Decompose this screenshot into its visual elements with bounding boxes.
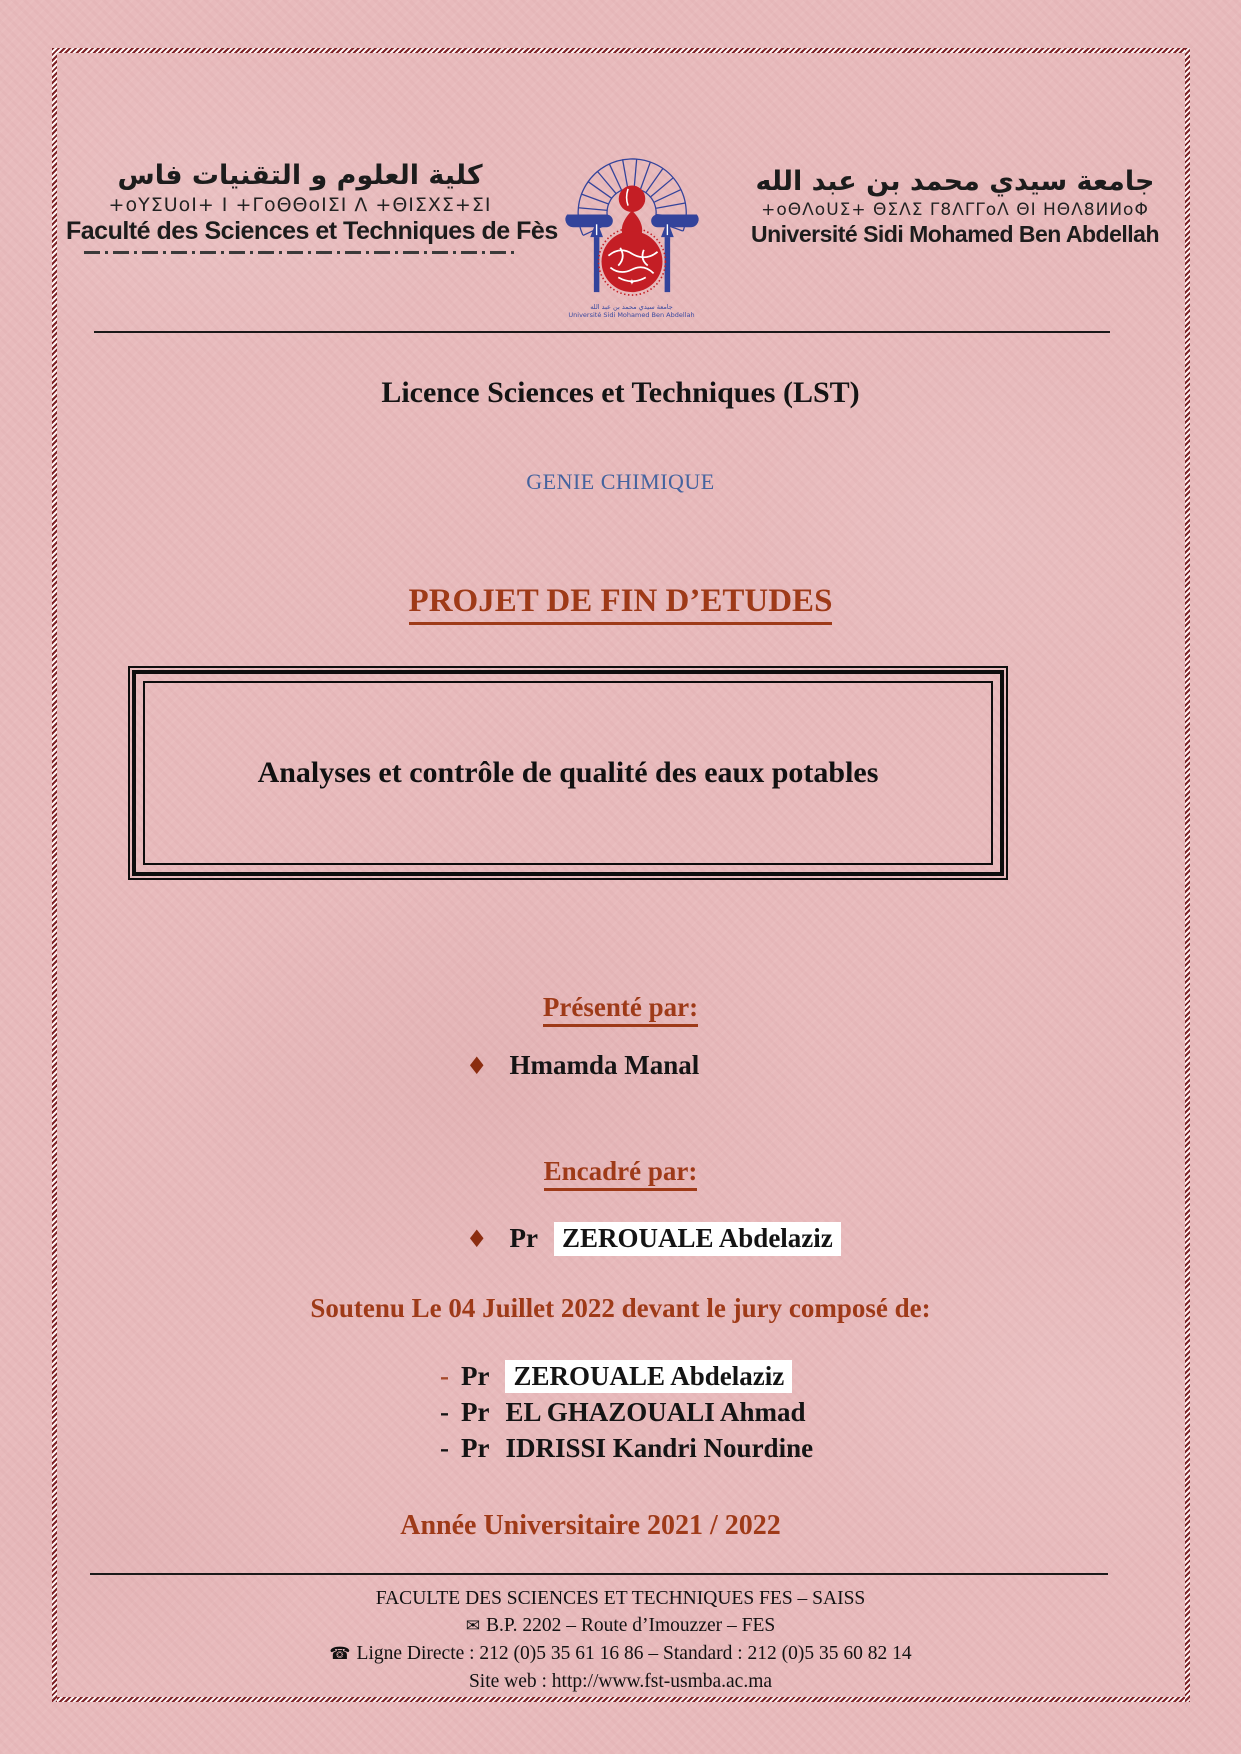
supervisor-name-row — [466, 1222, 841, 1256]
footer — [0, 1585, 1241, 1695]
frame-border-bottom — [52, 1697, 1190, 1702]
faculty-underline — [84, 251, 516, 254]
thesis-title-box-mid-border — [132, 670, 1004, 876]
jury-member-name-highlighted: ZEROUALE Abdelaziz — [505, 1360, 792, 1393]
svg-text:✦: ✦ — [627, 278, 636, 289]
academic-year: Année Universitaire 2021 / 2022 — [400, 1510, 781, 1541]
jury-member-row — [440, 1358, 813, 1394]
header — [66, 126, 1181, 319]
mail-icon: ✉ — [465, 1616, 480, 1636]
presented-by-label: Présenté par: — [0, 992, 1241, 1023]
footer-faculty-line: FACULTE DES SCIENCES ET TECHNIQUES FES – SAISS — [375, 1588, 866, 1609]
jury-dash: - — [440, 1397, 449, 1427]
jury-member-row — [440, 1430, 813, 1466]
header-rule — [94, 331, 1110, 333]
document-type-heading: PROJET DE FIN D’ETUDES — [0, 583, 1241, 620]
university-block — [729, 126, 1181, 248]
jury-member-name: EL GHAZOUALI Ahmad — [505, 1397, 806, 1427]
university-name-tifinagh: +oΘΛoUΣ+ ΘΣΛΣ Γ8ΛΓΓoΛ ΘI HΘΛ8ИИoΦ — [761, 200, 1149, 221]
jury-prefix: Pr — [461, 1397, 490, 1427]
diamond-bullet-icon: ♦ — [466, 1052, 488, 1080]
logo-caption-french: Université Sidi Mohamed Ben Abdellah — [568, 311, 695, 320]
jury-prefix: Pr — [461, 1361, 490, 1391]
faculty-name-arabic: كلية العلوم و التقنيات فاس — [117, 160, 483, 191]
diamond-bullet-icon: ♦ — [466, 1225, 488, 1253]
frame-border-right — [1185, 48, 1190, 1702]
defense-statement: Soutenu Le 04 Juillet 2022 devant le jury composé de: — [310, 1293, 931, 1323]
thesis-title: Analyses et contrôle de qualité des eaux potables — [257, 756, 879, 789]
faculty-block — [66, 126, 558, 254]
jury-prefix: Pr — [461, 1433, 490, 1463]
supervised-by-label: Encadré par: — [0, 1156, 1241, 1187]
university-name-arabic: جامعة سيدي محمد بن عبد الله — [755, 166, 1155, 197]
jury-member-row — [440, 1394, 813, 1430]
footer-rule — [90, 1573, 1108, 1575]
university-logo — [542, 126, 722, 319]
jury-member-name: IDRISSI Kandri Nourdine — [505, 1433, 814, 1463]
footer-address-line: ✉ B.P. 2202 – Route d’Imouzzer – FES — [465, 1615, 776, 1636]
frame-border-top — [52, 48, 1190, 53]
thesis-title-box — [128, 666, 1008, 880]
supervisor-name-highlighted: ZEROUALE Abdelaziz — [554, 1222, 841, 1256]
student-name-row — [466, 1050, 699, 1081]
usmba-emblem-icon — [553, 126, 711, 298]
degree-specialty: GENIE CHIMIQUE — [526, 469, 715, 494]
footer-website-line: Site web : http://www.fst-usmba.ac.ma — [468, 1671, 773, 1692]
faculty-name-french: Faculté des Sciences et Techniques de Fès — [66, 217, 558, 246]
degree-program: Licence Sciences et Techniques (LST) — [381, 376, 860, 409]
faculty-name-tifinagh: +oYΣUoI+ I +ΓoΘΘoIΣI Λ +ΘIΣXΣ+ΣI — [108, 194, 492, 217]
thesis-title-box-inner-border — [143, 681, 993, 865]
footer-phone-line: ☎ Ligne Directe : 212 (0)5 35 61 16 86 – Standard : 212 (0)5 35 60 82 14 — [329, 1643, 912, 1664]
jury-dash: - — [440, 1433, 449, 1463]
jury-list — [440, 1358, 813, 1466]
jury-dash: - — [440, 1361, 449, 1391]
supervisor-prefix: Pr — [509, 1223, 538, 1253]
phone-icon: ☎ — [329, 1644, 351, 1664]
logo-caption-arabic: جامعة سيدي محمد بن عبد الله — [590, 303, 673, 311]
student-name: Hmamda Manal — [509, 1050, 700, 1080]
university-name-french: Université Sidi Mohamed Ben Abdellah — [750, 221, 1159, 248]
frame-border-left — [52, 48, 57, 1702]
